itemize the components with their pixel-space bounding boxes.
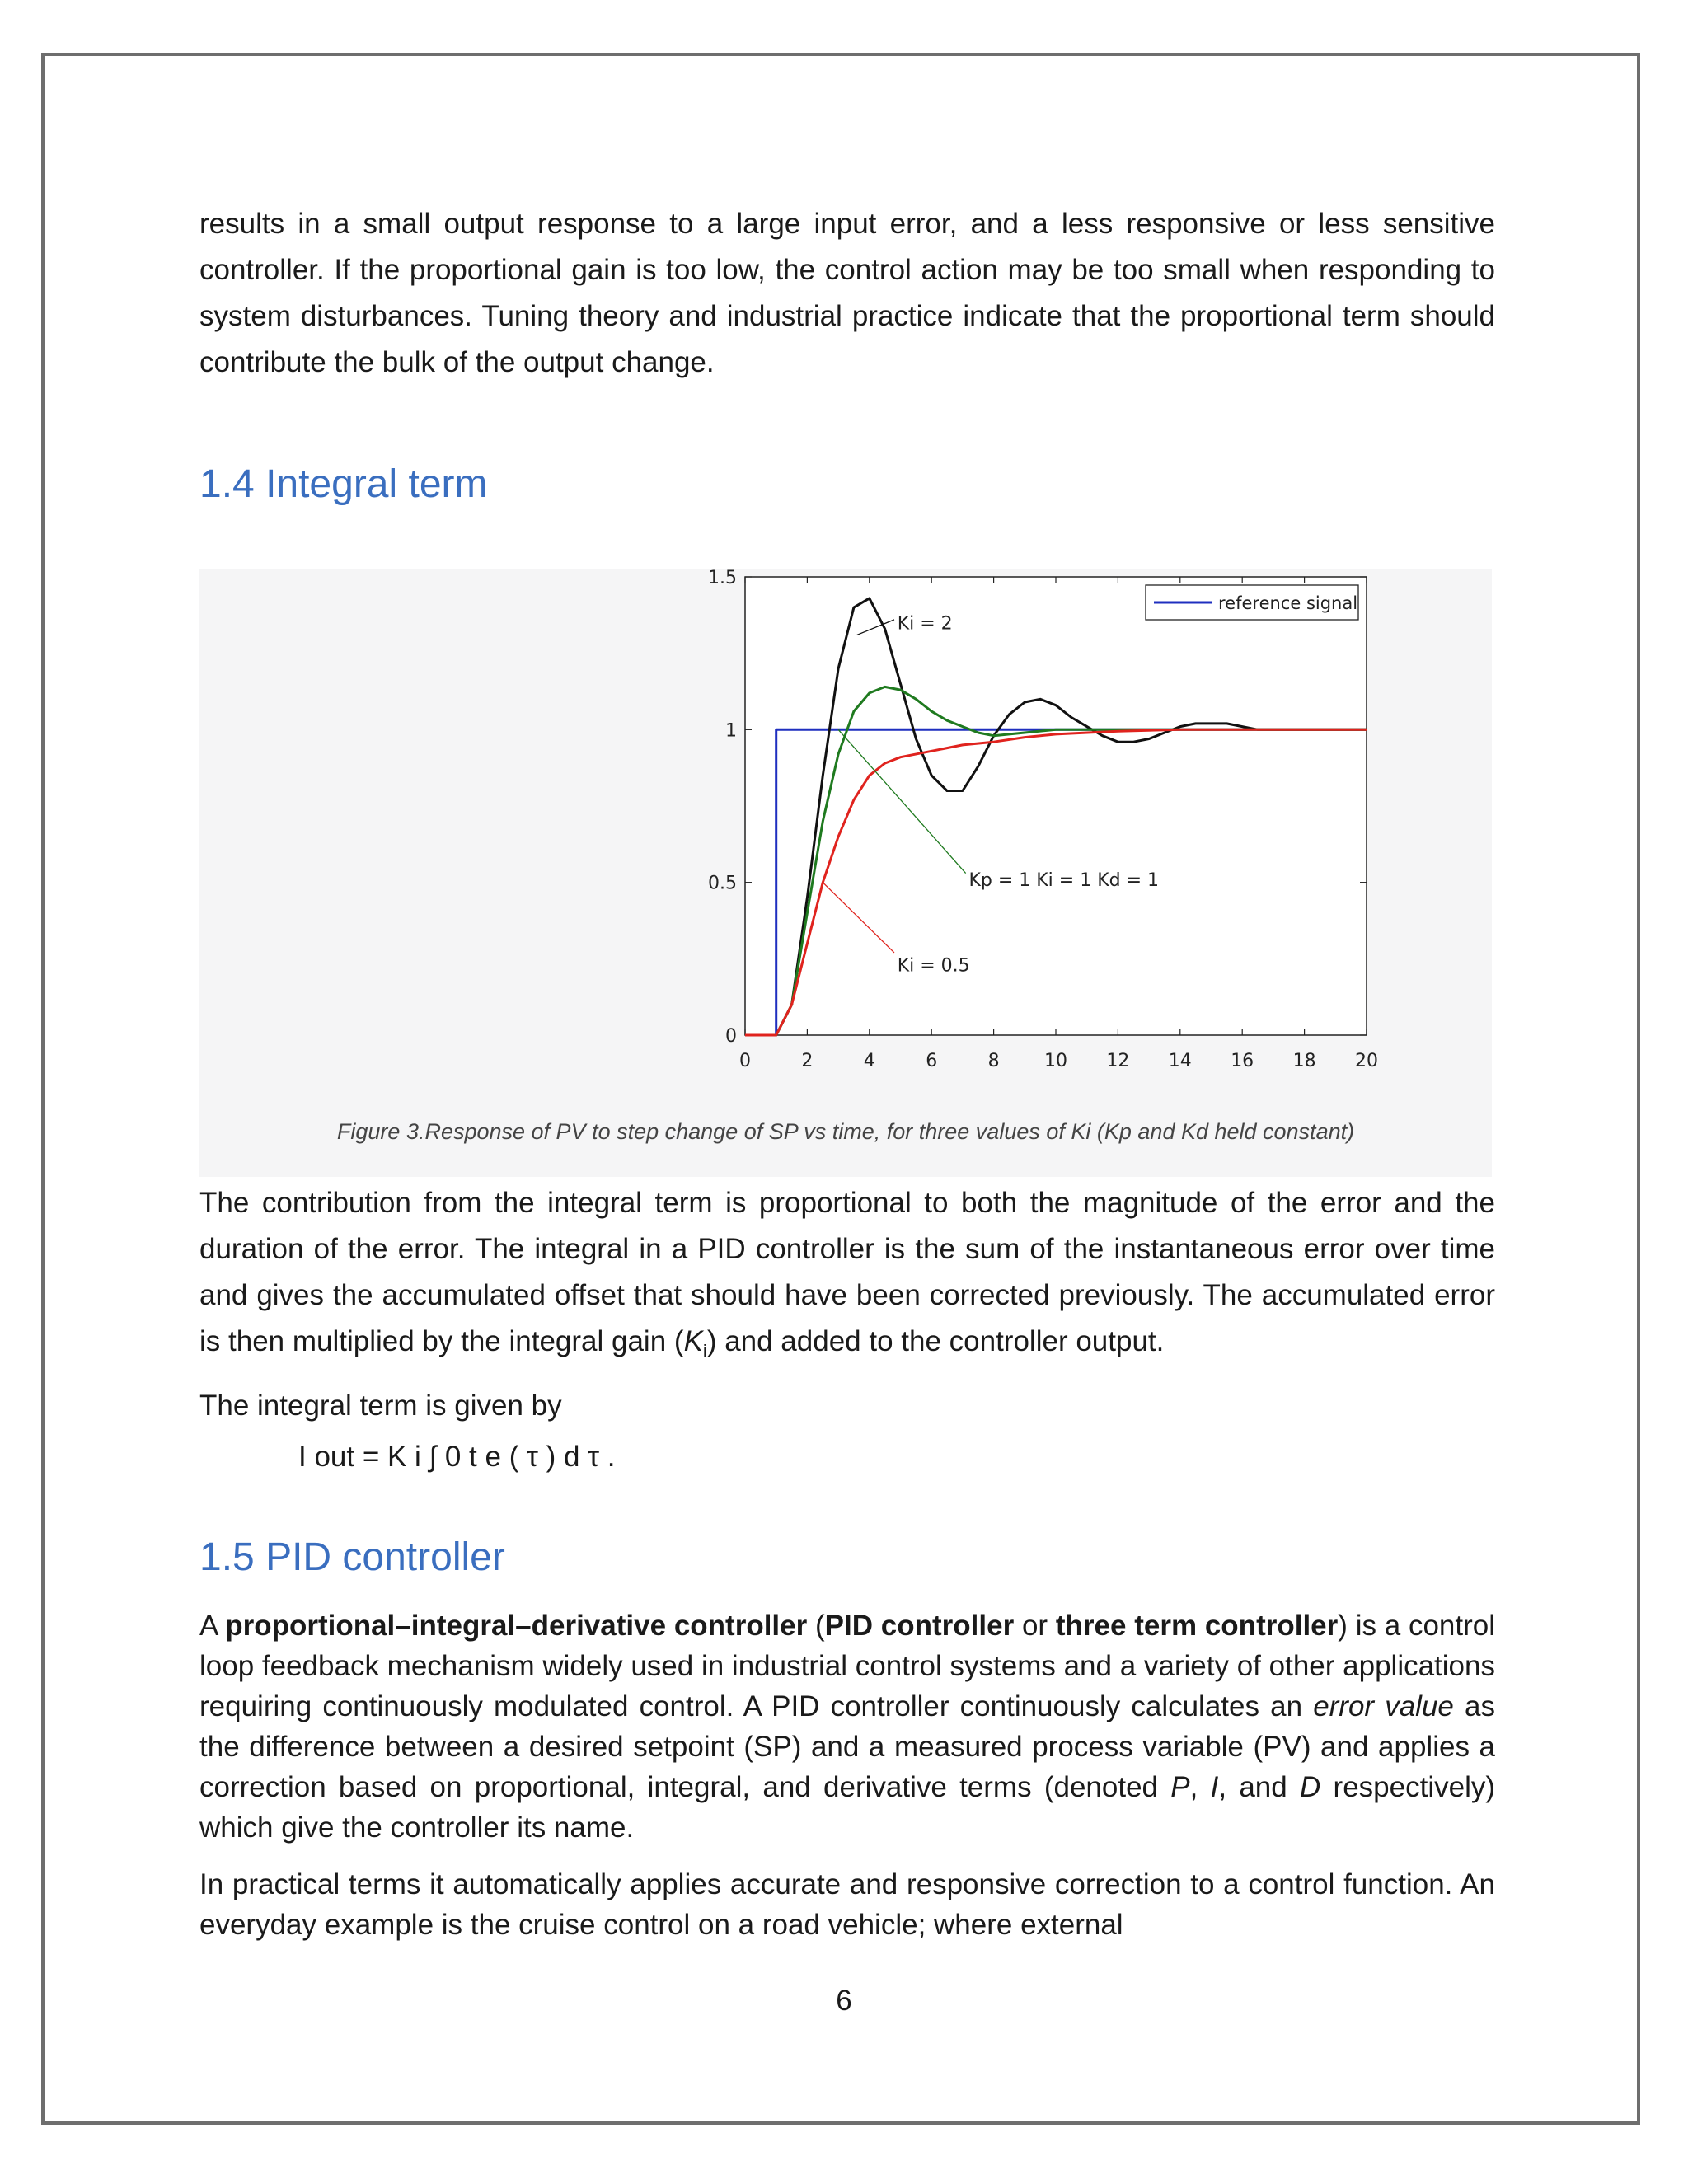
y-tick-label: 0.5 (708, 873, 737, 894)
pid-paragraph-1 (199, 1605, 1495, 1848)
x-tick-label: 20 (1355, 1051, 1378, 1071)
integral-gain-subscript: i (702, 1341, 707, 1361)
x-tick-label: 10 (1044, 1051, 1067, 1071)
x-tick-label: 0 (739, 1051, 751, 1071)
figure-caption: Figure 3.Response of PV to step change of SP vs time, for three values of Ki (Kp and Kd held constant) (336, 1119, 1355, 1144)
integral-paragraph-text: The contribution from the integral term is proportional to both the magnitude of the error and the duration of the error. The integral in a PID controller is the sum of the instantaneous error over time and gives the accumulated offset that should have been corrected previously. The accumulated error is then multiplied by the integral gain ( (199, 1187, 1495, 1357)
pid-text-g: , and (1218, 1771, 1301, 1803)
intro-section (199, 201, 1495, 386)
x-tick-label: 16 (1231, 1051, 1254, 1071)
pid-text-a: A (199, 1610, 226, 1642)
pid-p-symbol: P (1170, 1771, 1190, 1803)
integral-paragraph (199, 1180, 1495, 1375)
pid-error-value: error value (1313, 1690, 1454, 1722)
pid-text-e: as the difference between a desired setpoint (SP) and a measured process variable (PV) and applies a correction based on proportional, integral, and derivative terms (denoted (199, 1690, 1495, 1803)
integral-formula: I out = K i ∫ 0 t e ( τ ) d τ . (298, 1441, 616, 1473)
y-tick-label: 0 (725, 1026, 737, 1047)
y-tick-label: 1.5 (708, 569, 737, 588)
pid-text-c: or (1014, 1610, 1056, 1642)
pid-i-symbol: I (1210, 1771, 1219, 1803)
x-tick-label: 18 (1292, 1051, 1316, 1071)
x-tick-label: 4 (863, 1051, 875, 1071)
pid-text-h: respectively) which give the controller its name. (199, 1771, 1496, 1844)
plot-area (745, 577, 1367, 1035)
figure-3 (199, 569, 1492, 1177)
integral-given-by: The integral term is given by (199, 1390, 562, 1422)
x-tick-label: 14 (1168, 1051, 1192, 1071)
pid-term-short: PID controller (824, 1610, 1015, 1642)
integral-gain-symbol: K (683, 1325, 703, 1357)
x-tick-label: 8 (987, 1051, 1000, 1071)
pid-term-full: proportional–integral–derivative controller (225, 1610, 808, 1642)
pid-text-b: ( (807, 1610, 825, 1642)
pid-text-d: ) is a control loop feedback mechanism widely used in industrial control systems and a variety of other applications requiring continuously modulated control. A PID controller continuously calculates an (199, 1610, 1496, 1722)
response-chart (513, 569, 1378, 1113)
section-heading-pid: 1.5 PID controller (199, 1535, 505, 1579)
intro-paragraph: results in a small output response to a large input error, and a less responsive or less sensitive controller. If the proportional gain is too low, the control action may be too small when responding to system disturbances. Tuning theory and industrial practice indicate that the proportional term should contribute the bulk of the output change. (199, 208, 1495, 378)
pid-d-symbol: D (1300, 1771, 1321, 1803)
page-number: 6 (836, 1985, 852, 2017)
pid-text-f: , (1189, 1771, 1211, 1803)
pid-paragraph-2: In practical terms it automatically applies accurate and responsive correction to a control function. An everyday example is the cruise control on a road vehicle; where external (199, 1868, 1495, 1941)
pid-term-three: three term controller (1055, 1610, 1339, 1642)
y-tick-label: 1 (725, 720, 737, 742)
annotation-kp1-ki1-kd1-label: Kp = 1 Ki = 1 Kd = 1 (968, 869, 1160, 891)
x-tick-label: 6 (926, 1051, 938, 1071)
integral-paragraph-end: ) and added to the controller output. (706, 1325, 1165, 1357)
pid-text (199, 1605, 1495, 1945)
annotation-ki-2-label: Ki = 2 (897, 613, 953, 635)
integral-text (199, 1180, 1495, 1429)
x-tick-label: 2 (801, 1051, 814, 1071)
x-tick-label: 12 (1106, 1051, 1130, 1071)
legend-label-reference: reference signal (1218, 593, 1358, 613)
annotation-ki-0-5-label: Ki = 0.5 (897, 955, 970, 977)
section-heading-integral: 1.4 Integral term (199, 462, 488, 506)
